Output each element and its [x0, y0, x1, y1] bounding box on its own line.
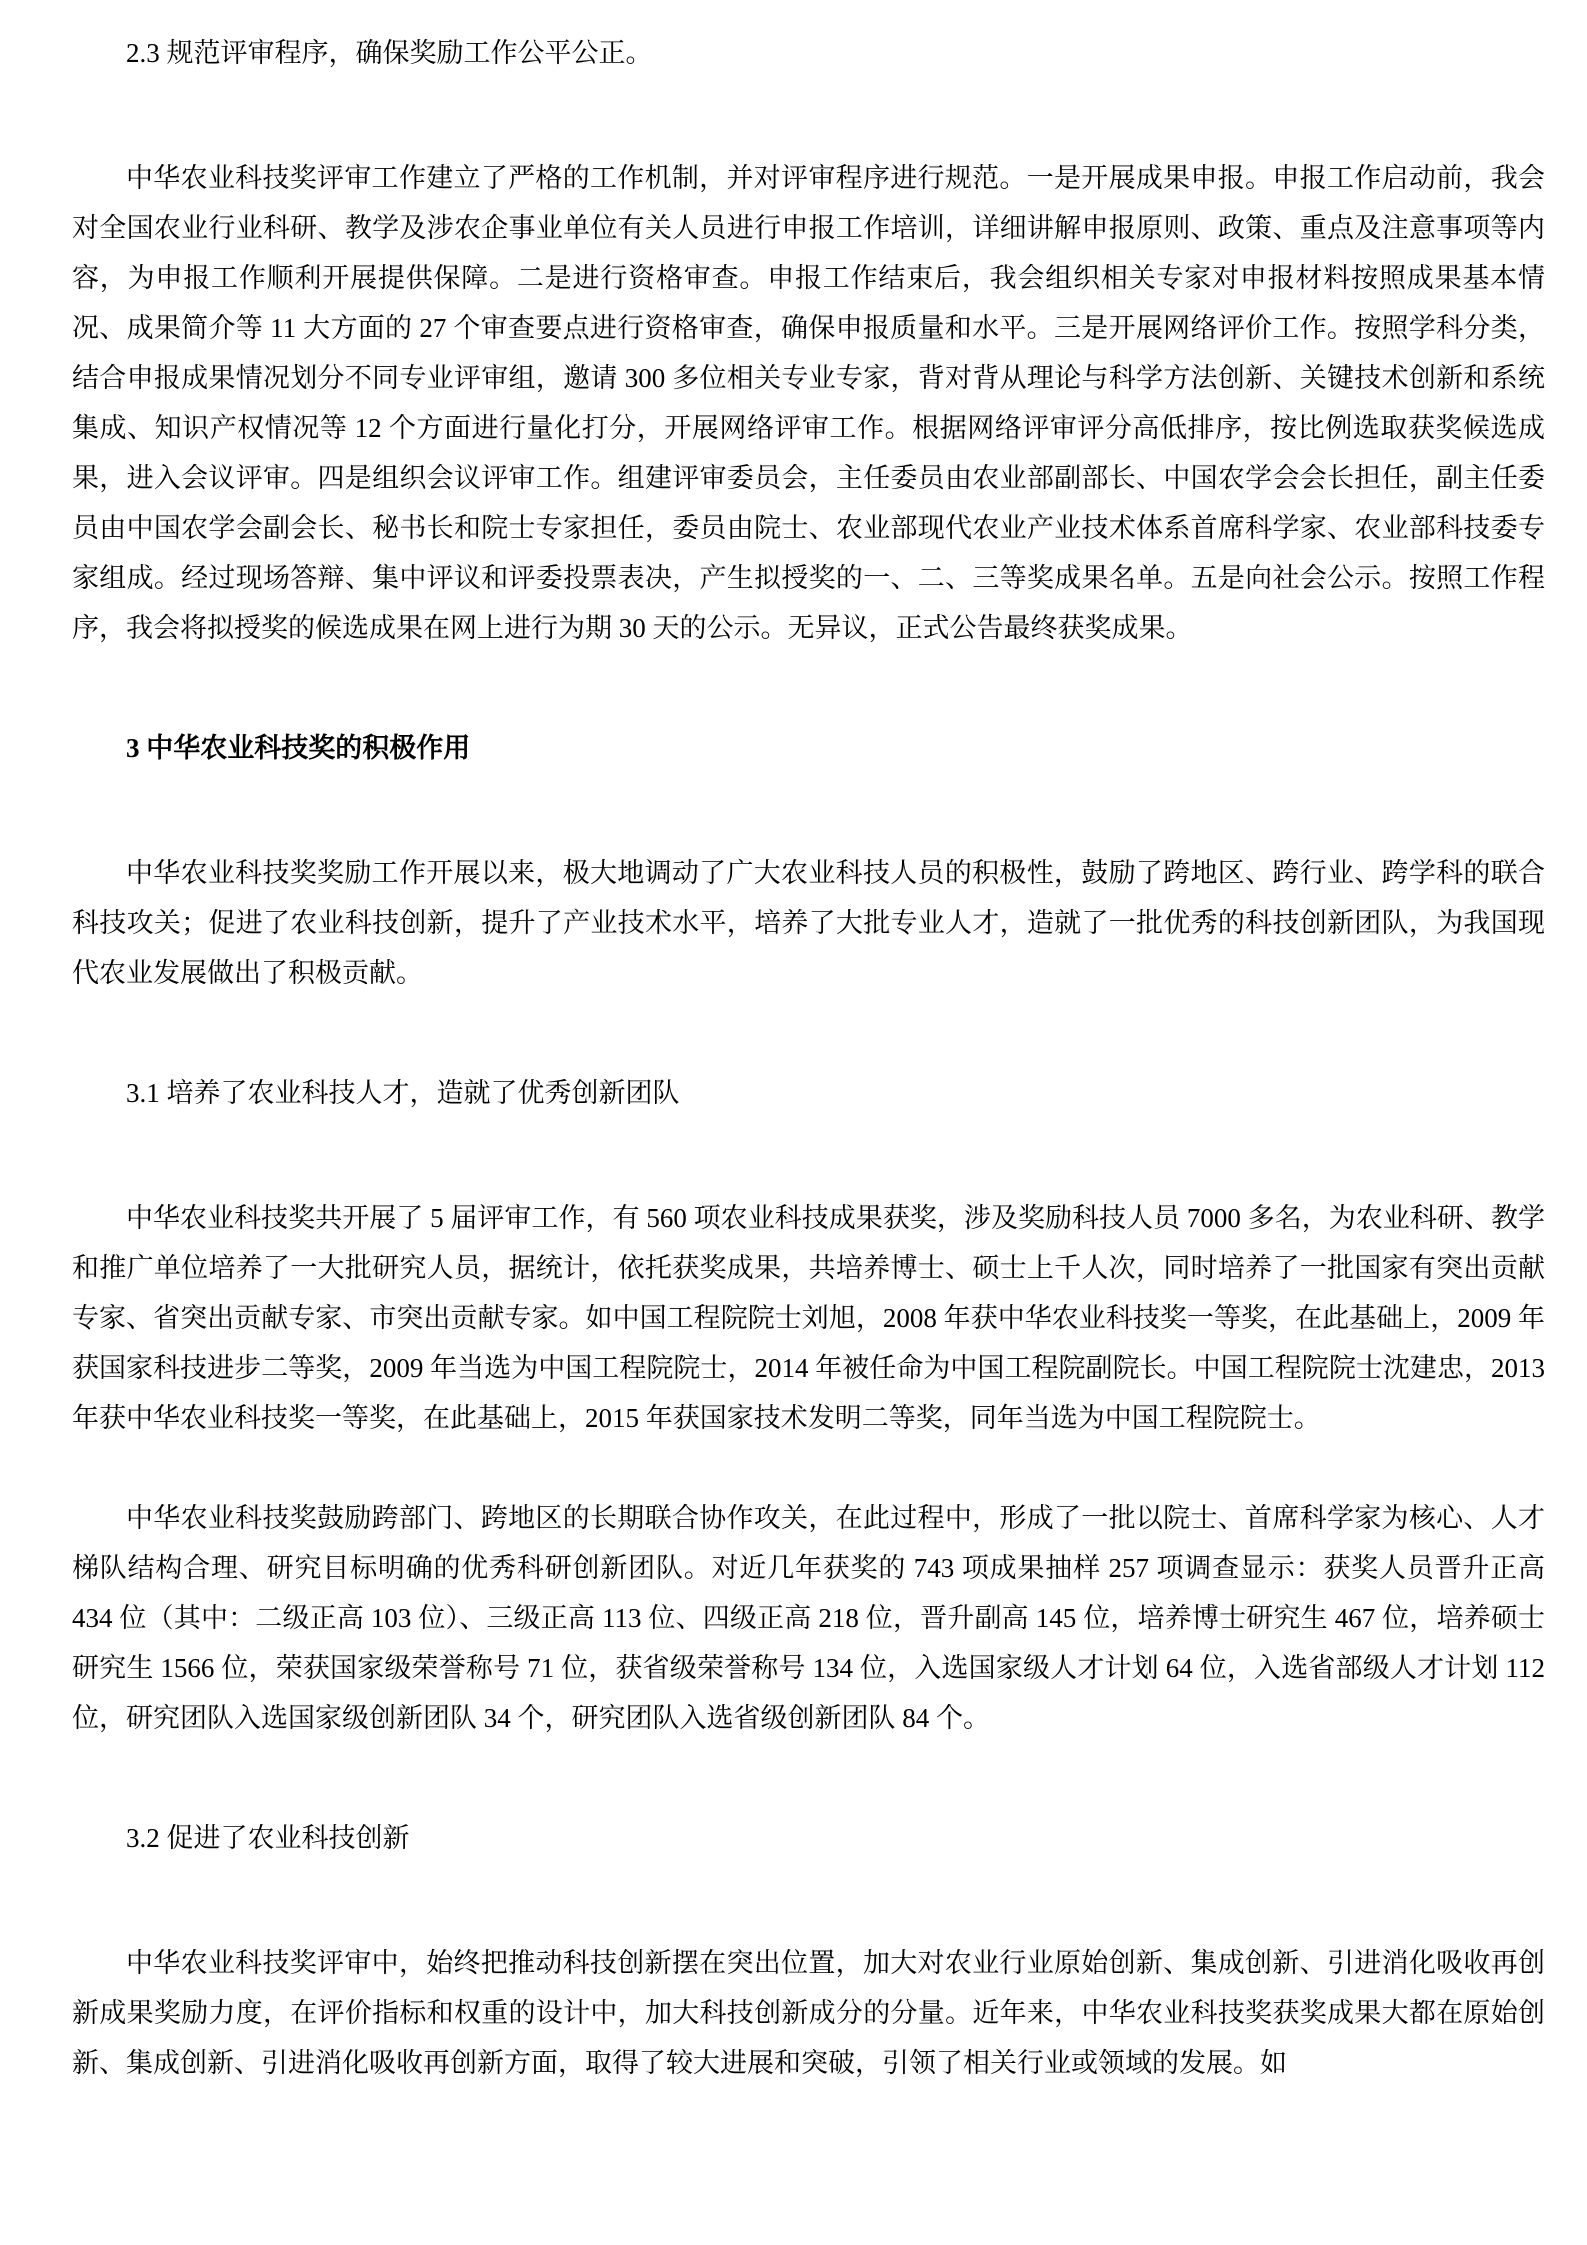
section-subheading-2-3: 2.3 规范评审程序，确保奖励工作公平公正。: [126, 38, 653, 68]
section-subheading-3-2: 3.2 促进了农业科技创新: [126, 1823, 410, 1853]
paragraph-sci-tech-innovation: 中华农业科技奖评审中，始终把推动科技创新摆在突出位置，加大对农业行业原始创新、集成创新、引进消化吸收再创新成果奖励力度，在评价指标和权重的设计中，加大科技创新成分的分量。近年来，中华农业科技奖获奖成果大都在原始创新、集成创新、引进消化吸收再创新方面，取得了较大进展和突破，引领了相关行业或领域的发展。如: [72, 1948, 1545, 2078]
paragraph-innovation-teams-statistics: 中华农业科技奖鼓励跨部门、跨地区的长期联合协作攻关，在此过程中，形成了一批以院士、首席科学家为核心、人才梯队结构合理、研究目标明确的优秀科研创新团队。对近几年获奖的 743 项成果抽样 257 项调查显示：获奖人员晋升正高 434 位（其中：二级正高 103 位）、三级正高 113 位、四级正高 218 位，晋升副高 145 位，培养博士研究生 467 位，培养硕士研究生 1566 位，荣获国家级荣誉称号 71 位，获省级荣誉称号 134 位，入选国家级人才计划 64 位，入选省部级人才计划 112 位，研究团队入选国家级创新团队 34 个，研究团队入选省级创新团队 84 个。: [72, 1503, 1545, 1733]
section-subheading-3-1: 3.1 培养了农业科技人才，造就了优秀创新团队: [126, 1078, 680, 1108]
paragraph-positive-effects-overview: 中华农业科技奖奖励工作开展以来，极大地调动了广大农业科技人员的积极性，鼓励了跨地区、跨行业、跨学科的联合科技攻关；促进了农业科技创新，提升了产业技术水平，培养了大批专业人才，造就了一批优秀的科技创新团队，为我国现代农业发展做出了积极贡献。: [72, 858, 1545, 988]
paragraph-review-procedure: 中华农业科技奖评审工作建立了严格的工作机制，并对评审程序进行规范。一是开展成果申报。申报工作启动前，我会对全国农业行业科研、教学及涉农企事业单位有关人员进行申报工作培训，详细讲解申报原则、政策、重点及注意事项等内容，为申报工作顺利开展提供保障。二是进行资格审查。申报工作结束后，我会组织相关专家对申报材料按照成果基本情况、成果简介等 11 大方面的 27 个审查要点进行资格审查，确保申报质量和水平。三是开展网络评价工作。按照学科分类，结合申报成果情况划分不同专业评审组，邀请 300 多位相关专业专家，背对背从理论与科学方法创新、关键技术创新和系统集成、知识产权情况等 12 个方面进行量化打分，开展网络评审工作。根据网络评审评分高低排序，按比例选取获奖候选成果，进入会议评审。四是组织会议评审工作。组建评审委员会，主任委员由农业部副部长、中国农学会会长担任，副主任委员由中国农学会副会长、秘书长和院士专家担任，委员由院士、农业部现代农业产业技术体系首席科学家、农业部科技委专家组成。经过现场答辩、集中评议和评委投票表决，产生拟授奖的一、二、三等奖成果名单。五是向社会公示。按照工作程序，我会将拟授奖的候选成果在网上进行为期 30 天的公示。无异议，正式公告最终获奖成果。: [72, 163, 1545, 643]
section-heading-3: 3 中华农业科技奖的积极作用: [126, 733, 471, 763]
paragraph-talent-cultivation: 中华农业科技奖共开展了 5 届评审工作，有 560 项农业科技成果获奖，涉及奖励科技人员 7000 多名，为农业科研、教学和推广单位培养了一大批研究人员，据统计，依托获奖成果，共培养博士、硕士上千人次，同时培养了一批国家有突出贡献专家、省突出贡献专家、市突出贡献专家。如中国工程院院士刘旭，2008 年获中华农业科技奖一等奖，在此基础上，2009 年获国家科技进步二等奖，2009 年当选为中国工程院院士，2014 年被任命为中国工程院副院长。中国工程院院士沈建忠，2013 年获中华农业科技奖一等奖，在此基础上，2015 年获国家技术发明二等奖，同年当选为中国工程院院士。: [72, 1203, 1545, 1433]
